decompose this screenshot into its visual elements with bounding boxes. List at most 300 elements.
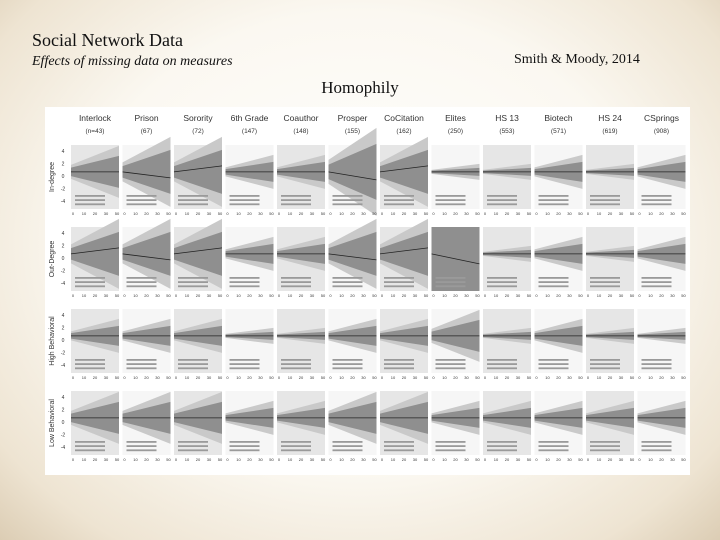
x-tick-label: 10 <box>133 211 138 216</box>
x-tick-label: 20 <box>607 375 613 380</box>
coefficient-text-line <box>230 277 260 279</box>
x-tick-label: 10 <box>648 457 653 462</box>
x-tick-label: 20 <box>247 375 252 380</box>
coefficient-text-line <box>281 363 311 365</box>
x-tick-label: 10 <box>81 293 87 298</box>
x-tick-label: 30 <box>567 457 572 462</box>
coefficient-text-line <box>230 449 260 451</box>
x-tick-label: 0 <box>432 211 435 216</box>
y-tick-label: 0 <box>61 338 65 344</box>
coefficient-text-line <box>642 203 672 205</box>
x-tick-label: 30 <box>464 293 469 298</box>
x-tick-label: 0 <box>174 375 178 380</box>
x-tick-label: 20 <box>607 211 613 216</box>
coefficient-text-line <box>281 445 311 447</box>
x-tick-label: 10 <box>81 211 87 216</box>
x-tick-label: 50 <box>681 457 686 462</box>
coefficient-text-line <box>590 445 620 447</box>
x-tick-label: 10 <box>287 375 293 380</box>
x-tick-label: 20 <box>504 375 510 380</box>
x-tick-label: 50 <box>475 293 480 298</box>
x-tick-label: 10 <box>648 375 653 380</box>
x-tick-label: 10 <box>390 293 396 298</box>
coefficient-text-line <box>436 367 466 369</box>
x-tick-label: 0 <box>380 211 384 216</box>
y-tick-label: 4 <box>61 313 65 319</box>
coefficient-text-line <box>436 285 466 287</box>
x-tick-label: 0 <box>380 293 384 298</box>
coefficient-text-line <box>384 445 414 447</box>
x-tick-label: 0 <box>432 293 435 298</box>
x-tick-label: 10 <box>493 375 499 380</box>
coefficient-text-line <box>230 441 260 443</box>
x-tick-label: 30 <box>309 457 315 462</box>
x-tick-label: 20 <box>350 293 355 298</box>
x-tick-label: 0 <box>432 375 435 380</box>
x-tick-label: 20 <box>504 457 510 462</box>
x-tick-label: 50 <box>166 211 171 216</box>
x-tick-label: 10 <box>545 293 550 298</box>
x-tick-label: 10 <box>442 457 447 462</box>
x-tick-label: 30 <box>618 293 624 298</box>
row-label: High Behavioral <box>49 316 56 366</box>
coefficient-text-line <box>127 449 157 451</box>
coefficient-text-line <box>539 285 569 287</box>
coefficient-text-line <box>127 281 157 283</box>
x-tick-label: 30 <box>515 375 521 380</box>
x-tick-label: 50 <box>320 211 326 216</box>
x-tick-label: 10 <box>596 457 602 462</box>
coefficient-text-line <box>384 195 414 197</box>
coefficient-text-line <box>127 199 157 201</box>
x-tick-label: 10 <box>596 211 602 216</box>
coefficient-text-line <box>642 277 672 279</box>
x-tick-label: 20 <box>401 211 407 216</box>
coefficient-text-line <box>384 285 414 287</box>
x-tick-label: 20 <box>659 375 664 380</box>
coefficient-text-line <box>178 445 208 447</box>
coefficient-text-line <box>642 367 672 369</box>
x-tick-label: 0 <box>586 375 590 380</box>
coefficient-text-line <box>642 449 672 451</box>
x-tick-label: 50 <box>114 375 120 380</box>
x-tick-label: 50 <box>423 211 429 216</box>
coefficient-text-line <box>178 359 208 361</box>
x-tick-label: 0 <box>123 293 126 298</box>
coefficient-text-line <box>487 441 517 443</box>
x-tick-label: 20 <box>195 293 201 298</box>
x-tick-label: 20 <box>144 457 149 462</box>
coefficient-text-line <box>539 281 569 283</box>
coefficient-text-line <box>590 285 620 287</box>
x-tick-label: 30 <box>567 211 572 216</box>
coefficient-text-line <box>127 195 157 197</box>
coefficient-text-line <box>230 359 260 361</box>
coefficient-text-line <box>539 449 569 451</box>
coefficient-text-line <box>230 195 260 197</box>
coefficient-text-line <box>487 277 517 279</box>
coefficient-text-line <box>333 195 363 197</box>
x-tick-label: 50 <box>166 457 171 462</box>
x-tick-label: 20 <box>298 375 304 380</box>
coefficient-text-line <box>230 285 260 287</box>
coefficient-text-line <box>642 285 672 287</box>
homophily-panel-grid <box>45 107 690 475</box>
coefficient-text-line <box>333 367 363 369</box>
x-tick-label: 50 <box>526 211 532 216</box>
x-tick-label: 30 <box>670 211 675 216</box>
x-tick-label: 0 <box>586 457 590 462</box>
network-size: (571) <box>550 128 567 135</box>
x-tick-label: 50 <box>578 375 583 380</box>
coefficient-text-line <box>590 359 620 361</box>
coefficient-text-line <box>487 203 517 205</box>
x-tick-label: 30 <box>567 293 572 298</box>
x-tick-label: 10 <box>339 375 344 380</box>
x-tick-label: 0 <box>638 457 641 462</box>
coefficient-text-line <box>178 277 208 279</box>
coefficient-text-line <box>333 281 363 283</box>
x-tick-label: 30 <box>515 211 521 216</box>
x-tick-label: 30 <box>412 293 418 298</box>
row-label: In-degree <box>49 162 56 192</box>
coefficient-text-line <box>590 367 620 369</box>
x-tick-label: 10 <box>133 293 138 298</box>
x-tick-label: 30 <box>258 375 263 380</box>
x-tick-label: 20 <box>504 293 510 298</box>
coefficient-text-line <box>333 359 363 361</box>
network-name: Prosper <box>337 113 368 123</box>
y-tick-label: 2 <box>61 407 65 414</box>
x-tick-label: 0 <box>174 457 178 462</box>
coefficient-text-line <box>642 445 672 447</box>
x-tick-label: 30 <box>670 457 675 462</box>
x-tick-label: 10 <box>184 293 190 298</box>
coefficient-text-line <box>178 203 208 205</box>
coefficient-text-line <box>384 363 414 365</box>
coefficient-text-line <box>487 445 517 447</box>
coefficient-text-line <box>75 281 105 283</box>
x-tick-label: 0 <box>483 457 487 462</box>
x-tick-label: 20 <box>350 211 355 216</box>
coefficient-text-line <box>590 195 620 197</box>
x-tick-label: 20 <box>144 211 149 216</box>
x-tick-label: 0 <box>226 211 229 216</box>
coefficient-text-line <box>487 195 517 197</box>
coefficient-text-line <box>333 203 363 205</box>
x-tick-label: 0 <box>277 211 281 216</box>
x-tick-label: 0 <box>71 457 75 462</box>
x-tick-label: 0 <box>226 457 229 462</box>
x-tick-label: 10 <box>236 211 241 216</box>
network-size: (619) <box>602 128 618 135</box>
coefficient-text-line <box>642 195 672 197</box>
y-tick-label: -4 <box>60 199 66 205</box>
coefficient-text-line <box>539 445 569 447</box>
y-tick-label: 4 <box>61 149 65 155</box>
coefficient-text-line <box>590 203 620 205</box>
coefficient-text-line <box>178 195 208 197</box>
coefficient-text-line <box>590 441 620 443</box>
coefficient-text-line <box>436 445 466 447</box>
network-size: (155) <box>344 128 361 135</box>
x-tick-label: 20 <box>92 375 98 380</box>
x-tick-label: 30 <box>618 375 624 380</box>
x-tick-label: 50 <box>578 211 583 216</box>
x-tick-label: 30 <box>103 293 109 298</box>
x-tick-label: 10 <box>287 457 293 462</box>
x-tick-label: 20 <box>92 211 98 216</box>
coefficient-text-line <box>75 441 105 443</box>
network-name: HS 24 <box>598 113 622 123</box>
x-tick-label: 50 <box>629 457 635 462</box>
x-tick-label: 50 <box>320 375 326 380</box>
x-tick-label: 30 <box>464 211 469 216</box>
coefficient-text-line <box>75 449 105 451</box>
x-tick-label: 50 <box>475 457 480 462</box>
x-tick-label: 0 <box>586 211 590 216</box>
x-tick-label: 30 <box>670 293 675 298</box>
coefficient-text-line <box>281 277 311 279</box>
coefficient-text-line <box>75 367 105 369</box>
coefficient-text-line <box>75 277 105 279</box>
x-tick-label: 0 <box>329 293 332 298</box>
x-tick-label: 0 <box>71 293 75 298</box>
x-tick-label: 30 <box>206 375 212 380</box>
coefficient-text-line <box>590 199 620 201</box>
x-tick-label: 30 <box>618 457 624 462</box>
network-size: (162) <box>396 128 412 135</box>
coefficient-text-line <box>230 203 260 205</box>
x-tick-label: 10 <box>390 457 396 462</box>
x-tick-label: 30 <box>618 211 624 216</box>
coefficient-text-line <box>75 285 105 287</box>
network-name: CoCitation <box>384 113 424 123</box>
coefficient-text-line <box>384 203 414 205</box>
x-tick-label: 50 <box>372 211 377 216</box>
coefficient-text-line <box>230 199 260 201</box>
coefficient-text-line <box>436 199 466 201</box>
x-tick-label: 30 <box>258 293 263 298</box>
coefficient-text-line <box>178 363 208 365</box>
network-size: (553) <box>499 128 515 135</box>
x-tick-label: 50 <box>372 457 377 462</box>
x-tick-label: 50 <box>681 375 686 380</box>
x-tick-label: 10 <box>287 293 293 298</box>
x-tick-label: 50 <box>269 375 274 380</box>
x-tick-label: 50 <box>578 293 583 298</box>
row-label: Out-Degree <box>49 240 56 278</box>
x-tick-label: 10 <box>648 211 653 216</box>
y-tick-label: 2 <box>61 161 65 168</box>
coefficient-text-line <box>436 449 466 451</box>
x-tick-label: 30 <box>412 211 418 216</box>
network-name: 6th Grade <box>230 113 269 123</box>
x-tick-label: 0 <box>535 457 538 462</box>
x-tick-label: 20 <box>401 293 407 298</box>
coefficient-text-line <box>127 359 157 361</box>
coefficient-text-line <box>487 363 517 365</box>
x-tick-label: 10 <box>596 293 602 298</box>
network-size: (908) <box>653 128 670 135</box>
coefficient-text-line <box>127 363 157 365</box>
x-tick-label: 20 <box>659 293 664 298</box>
x-tick-label: 20 <box>556 375 561 380</box>
citation: Smith & Moody, 2014 <box>514 52 640 67</box>
y-tick-label: 0 <box>61 174 65 180</box>
coefficient-text-line <box>127 441 157 443</box>
x-tick-label: 30 <box>155 293 160 298</box>
y-tick-label: 2 <box>61 243 65 250</box>
coefficient-text-line <box>178 199 208 201</box>
coefficient-text-line <box>436 203 466 205</box>
homophily-figure <box>45 107 690 475</box>
coefficient-text-line <box>384 449 414 451</box>
coefficient-text-line <box>487 199 517 201</box>
x-tick-label: 20 <box>659 457 664 462</box>
coefficient-text-line <box>436 277 466 279</box>
coefficient-text-line <box>384 441 414 443</box>
x-tick-label: 30 <box>412 375 418 380</box>
coefficient-text-line <box>281 281 311 283</box>
x-tick-label: 20 <box>247 457 252 462</box>
network-name: Elites <box>445 113 466 123</box>
coefficient-text-line <box>75 363 105 365</box>
x-tick-label: 50 <box>526 375 532 380</box>
network-name: CSprings <box>644 113 679 123</box>
x-tick-label: 50 <box>629 293 635 298</box>
y-tick-label: -4 <box>60 281 66 287</box>
coefficient-text-line <box>487 285 517 287</box>
x-tick-label: 50 <box>526 457 532 462</box>
x-tick-label: 50 <box>269 457 274 462</box>
coefficient-text-line <box>487 449 517 451</box>
y-tick-label: 4 <box>61 231 65 237</box>
coefficient-text-line <box>539 363 569 365</box>
x-tick-label: 20 <box>401 457 407 462</box>
x-tick-label: 10 <box>545 457 550 462</box>
x-tick-label: 50 <box>269 211 274 216</box>
x-tick-label: 50 <box>320 293 326 298</box>
x-tick-label: 0 <box>71 375 75 380</box>
x-tick-label: 30 <box>464 375 469 380</box>
x-tick-label: 10 <box>442 211 447 216</box>
coefficient-text-line <box>436 363 466 365</box>
x-tick-label: 30 <box>309 211 315 216</box>
x-tick-label: 50 <box>320 457 326 462</box>
x-tick-label: 0 <box>380 457 384 462</box>
coefficient-text-line <box>178 281 208 283</box>
x-tick-label: 50 <box>629 375 635 380</box>
network-size: (250) <box>447 128 464 135</box>
x-tick-label: 20 <box>298 457 304 462</box>
coefficient-text-line <box>281 359 311 361</box>
x-tick-label: 10 <box>648 293 653 298</box>
coefficient-text-line <box>281 199 311 201</box>
x-tick-label: 10 <box>545 211 550 216</box>
coefficient-text-line <box>487 367 517 369</box>
x-tick-label: 30 <box>155 457 160 462</box>
coefficient-text-line <box>642 281 672 283</box>
coefficient-text-line <box>75 199 105 201</box>
x-tick-label: 0 <box>329 457 332 462</box>
x-tick-label: 0 <box>483 293 487 298</box>
x-tick-label: 20 <box>298 211 304 216</box>
x-tick-label: 30 <box>361 375 366 380</box>
x-tick-label: 10 <box>184 211 190 216</box>
coefficient-text-line <box>436 195 466 197</box>
x-tick-label: 50 <box>114 293 120 298</box>
network-size: (67) <box>140 128 153 135</box>
coefficient-text-line <box>281 441 311 443</box>
coefficient-text-line <box>590 277 620 279</box>
slide-title: Social Network Data <box>32 30 183 50</box>
x-tick-label: 30 <box>361 457 366 462</box>
x-tick-label: 50 <box>423 375 429 380</box>
coefficient-text-line <box>384 359 414 361</box>
y-tick-label: -4 <box>60 445 66 451</box>
x-tick-label: 20 <box>504 211 510 216</box>
y-tick-label: 4 <box>61 395 65 401</box>
x-tick-label: 20 <box>195 375 201 380</box>
x-tick-label: 30 <box>464 457 469 462</box>
network-name: Interlock <box>78 113 112 123</box>
x-tick-label: 0 <box>586 293 590 298</box>
coefficient-text-line <box>75 195 105 197</box>
y-tick-label: -2 <box>60 350 66 357</box>
x-tick-label: 50 <box>114 457 120 462</box>
x-tick-label: 30 <box>670 375 675 380</box>
x-tick-label: 20 <box>556 211 561 216</box>
coefficient-text-line <box>281 367 311 369</box>
y-tick-label: -2 <box>60 432 66 439</box>
x-tick-label: 10 <box>442 293 447 298</box>
x-tick-label: 20 <box>195 211 201 216</box>
x-tick-label: 0 <box>638 211 641 216</box>
x-tick-label: 0 <box>174 293 178 298</box>
x-tick-label: 10 <box>493 293 499 298</box>
x-tick-label: 20 <box>144 293 149 298</box>
coefficient-text-line <box>487 359 517 361</box>
coefficient-text-line <box>333 449 363 451</box>
coefficient-text-line <box>539 359 569 361</box>
y-tick-label: 2 <box>61 325 65 332</box>
x-tick-label: 0 <box>483 375 487 380</box>
x-tick-label: 50 <box>166 375 171 380</box>
coefficient-text-line <box>230 367 260 369</box>
x-tick-label: 0 <box>483 211 487 216</box>
x-tick-label: 0 <box>277 457 281 462</box>
x-tick-label: 0 <box>123 211 126 216</box>
x-tick-label: 10 <box>545 375 550 380</box>
coefficient-text-line <box>539 277 569 279</box>
x-tick-label: 20 <box>247 211 252 216</box>
x-tick-label: 10 <box>236 457 241 462</box>
x-tick-label: 50 <box>372 375 377 380</box>
x-tick-label: 50 <box>217 293 223 298</box>
x-tick-label: 10 <box>339 211 344 216</box>
coefficient-text-line <box>642 359 672 361</box>
x-tick-label: 10 <box>133 375 138 380</box>
x-tick-label: 30 <box>309 375 315 380</box>
x-tick-label: 10 <box>339 293 344 298</box>
x-tick-label: 20 <box>144 375 149 380</box>
x-tick-label: 10 <box>390 375 396 380</box>
x-tick-label: 30 <box>412 457 418 462</box>
coefficient-text-line <box>384 367 414 369</box>
x-tick-label: 30 <box>515 457 521 462</box>
x-tick-label: 0 <box>535 293 538 298</box>
